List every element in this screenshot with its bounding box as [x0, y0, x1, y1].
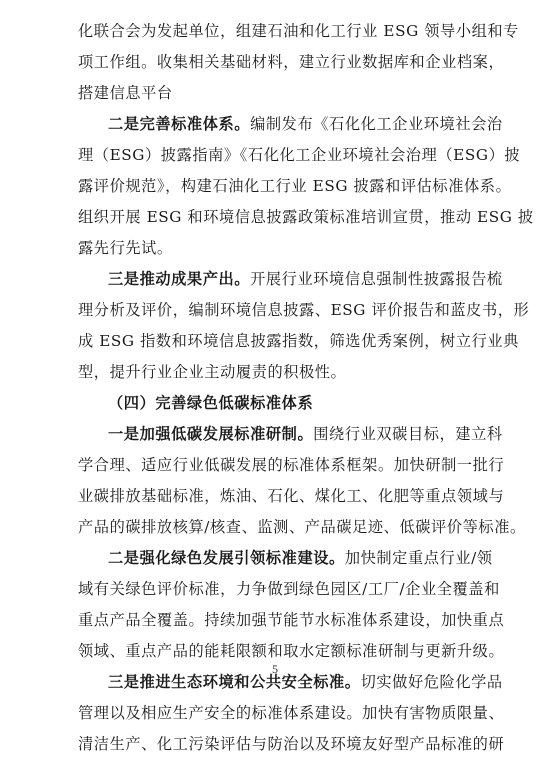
paragraph-lead: 二是强化绿色发展引领标准建设。 [108, 549, 345, 567]
paragraph-line: 化联合会为发起单位，组建石油和化工行业 ESG 领导小组和专 [78, 22, 519, 40]
paragraph-line: 产品的碳排放核算/核查、监测、产品碳足迹、低碳评价等标准。 [78, 518, 526, 536]
paragraph-line: 理（ESG）披露指南》《石化化工企业环境社会治理（ESG）披 [78, 146, 521, 164]
page-number: 5 [272, 662, 278, 676]
paragraph-first-line [78, 419, 503, 450]
paragraph-text: 编制发布《石化化工企业环境社会治 [250, 115, 503, 133]
paragraph-text: 加快制定重点行业/领 [344, 549, 493, 567]
paragraph-line: 搭建信息平台 [78, 84, 173, 102]
paragraph-line: 重点产品全覆盖。持续加强节能节水标准体系建设，加快重点 [78, 611, 505, 629]
paragraph-text: 开展行业环境信息强制性披露报告梳 [250, 270, 503, 288]
paragraph-line: 管理以及相应生产安全的标准体系建设。加快有害物质限量、 [78, 704, 505, 722]
paragraph-line: 域有关绿色评价标准，力争做到绿色园区/工厂/企业全覆盖和 [78, 580, 500, 598]
section-heading: （四）完善绿色低碳标准体系 [108, 394, 314, 412]
paragraph-line: 业碳排放基础标准，炼油、石化、煤化工、化肥等重点领域与 [78, 487, 505, 505]
paragraph-lead: 一是加强低碳发展标准研制。 [108, 425, 314, 443]
paragraph-text: 围绕行业双碳目标，建立科 [313, 425, 503, 443]
paragraph-text: 切实做好危险化学品 [360, 673, 503, 691]
paragraph-lead: 三是推动成果产出。 [108, 270, 251, 288]
paragraph-line: 项工作组。收集相关基础材料，建立行业数据库和企业档案， [78, 53, 505, 71]
paragraph-first-line [78, 543, 493, 574]
paragraph-line: 领域、重点产品的能耗限额和取水定额标准研制与更新升级。 [78, 642, 505, 660]
paragraph-lead: 二是完善标准体系。 [108, 115, 251, 133]
paragraph-line: 组织开展 ESG 和环境信息披露政策标准培训宣贯，推动 ESG 披 [78, 208, 534, 226]
paragraph-line: 学合理、适应行业低碳发展的标准体系框架。加快研制一批行 [78, 456, 505, 474]
paragraph-line: 理分析及评价，编制环境信息披露、ESG 评价报告和蓝皮书，形 [78, 301, 530, 319]
paragraph-line: 型，提升行业企业主动履责的积极性。 [78, 363, 347, 381]
paragraph-lead: 三是推进生态环境和公共安全标准。 [108, 673, 361, 691]
paragraph-line: 清洁生产、化工污染评估与防治以及环境友好型产品标准的研 [78, 735, 505, 753]
paragraph-first-line [78, 264, 503, 295]
paragraph-first-line [78, 109, 503, 140]
paragraph-line: 露评价规范》，构建石油化工行业 ESG 披露和评估标准体系。 [78, 177, 512, 195]
paragraph-line: 露先行先试。 [78, 239, 173, 257]
body-text [78, 16, 534, 760]
paragraph-line: 成 ESG 指数和环境信息披露指数，筛选优秀案例，树立行业典 [78, 332, 519, 350]
